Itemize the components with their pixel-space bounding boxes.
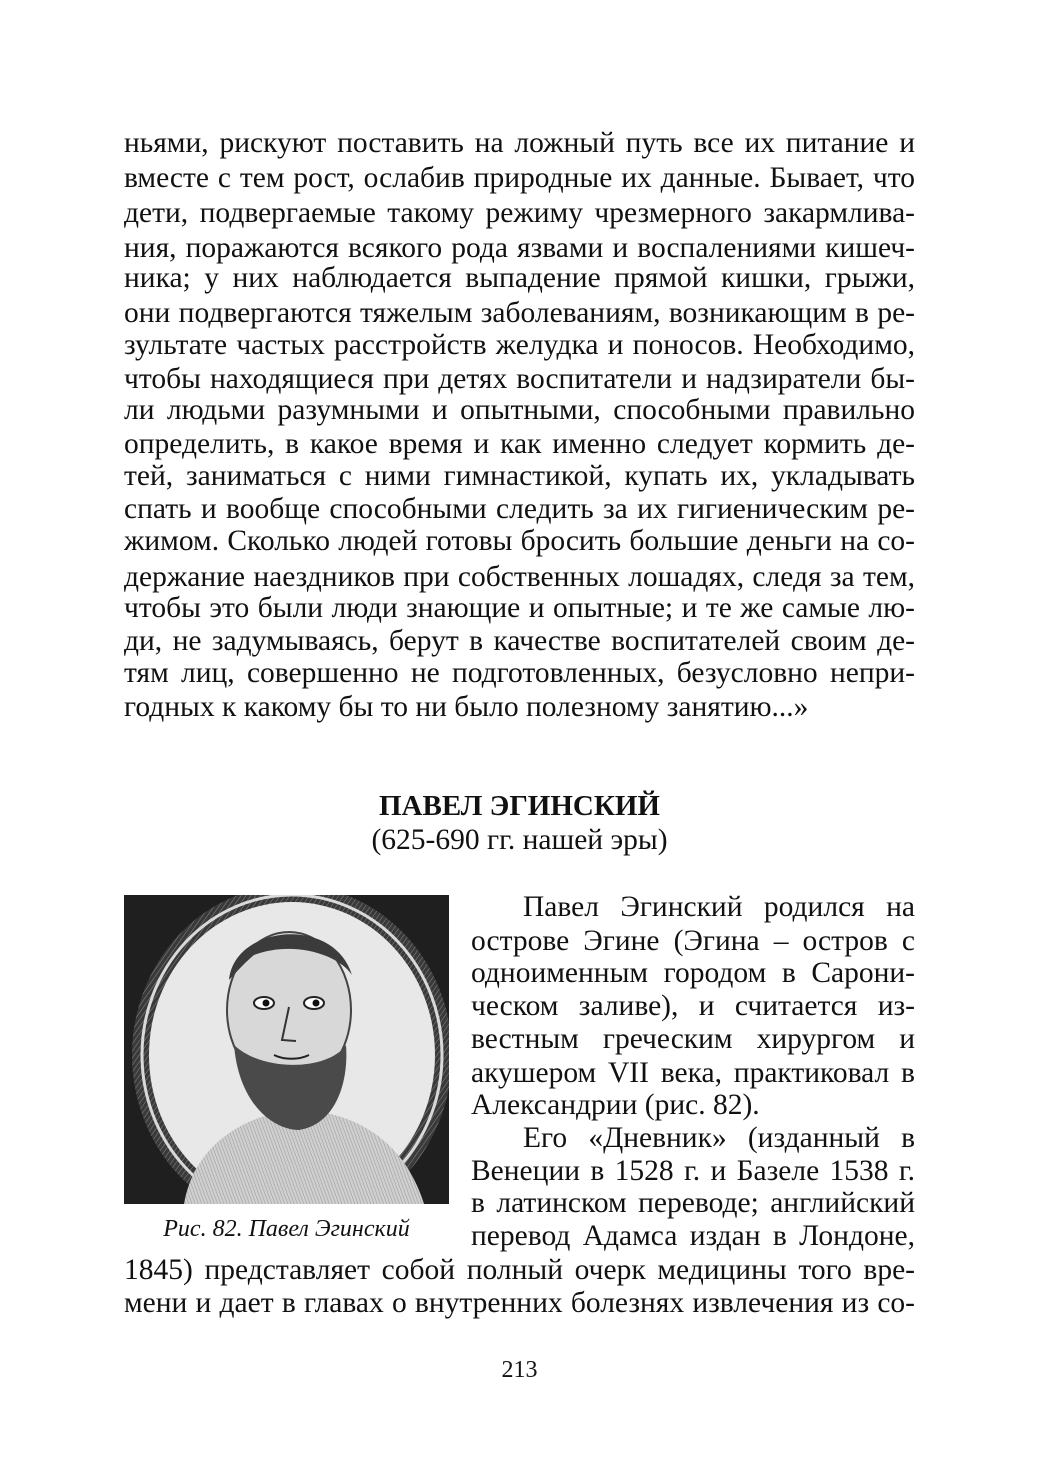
text-line: определить, в какое время и как именно следует кормить де-: [124, 428, 915, 460]
text-line: мени и дает в главах о внутренних болезнях извлечения из со-: [124, 1287, 915, 1319]
text-line: чтобы находящиеся при детях воспитатели и надзиратели бы-: [124, 363, 915, 395]
text-line: зультате частых расстройств желудка и поносов. Необходимо,: [124, 329, 915, 361]
text-line: ньями, рискуют поставить на ложный путь все их питание и: [124, 127, 915, 159]
text-line: держание наездников при собственных лошадях, следя за тем,: [124, 561, 915, 593]
text-line: вместе с тем рост, ослабив природные их данные. Бывает, что: [124, 162, 915, 194]
text-line: ния, поражаются всякого рода язвами и воспалениями кишеч-: [124, 232, 915, 264]
text-line: одноименным городом в Сарони-: [471, 957, 915, 989]
text-line: вестным греческим хирургом и: [471, 1023, 915, 1055]
text-line: ди, не задумываясь, берут в качестве воспитателей своим де-: [124, 625, 915, 657]
text-line: жимом. Сколько людей готовы бросить большие деньги на со-: [124, 525, 915, 557]
text-line: спать и вообще способными следить за их гигиеническим ре-: [124, 493, 915, 525]
text-line: ческом заливе), и считается из-: [471, 990, 915, 1022]
text-line: ли людьми разумными и опытными, способными правильно: [124, 394, 915, 426]
text-line: тям лиц, совершенно не подготовленных, безусловно непри-: [124, 657, 915, 689]
text-line: чтобы это были люди знающие и опытные; и те же самые лю-: [124, 592, 915, 624]
text-line: 1845) представляет собой полный очерк медицины того вре-: [124, 1254, 915, 1286]
portrait-engraving-image: [124, 895, 449, 1204]
text-line: Павел Эгинский родился на: [523, 891, 915, 923]
page-number: 213: [501, 1357, 538, 1383]
text-line: перевод Адамса издан в Лондоне,: [471, 1220, 915, 1252]
text-line: острове Эгине (Эгина – остров с: [471, 925, 915, 957]
text-line: дети, подвергаемые такому режиму чрезмерного закармлива-: [124, 197, 915, 229]
text-line: Венеции в 1528 г. и Базеле 1538 г.: [471, 1155, 915, 1187]
section-title: ПАВЕЛ ЭГИНСКИЙ: [379, 790, 660, 822]
text-line: ника; у них наблюдается выпадение прямой кишки, грыжи,: [124, 262, 915, 294]
text-line: тей, заниматься с ними гимнастикой, купать их, укладывать: [124, 460, 915, 492]
text-line: годных к какому бы то ни было полезному занятию...»: [124, 691, 809, 723]
text-line: Его «Дневник» (изданный в: [523, 1122, 915, 1154]
text-line: они подвергаются тяжелым заболеваниям, возникающим в ре-: [124, 297, 915, 329]
text-line: акушером VII века, практиковал в: [471, 1057, 915, 1089]
text-line: в латинском переводе; английский: [471, 1187, 915, 1219]
figure-caption: Рис. 82. Павел Эгинский: [163, 1216, 410, 1242]
section-subtitle: (625-690 гг. нашей эры): [371, 824, 668, 856]
portrait-figure: [124, 895, 449, 1204]
text-line: Александрии (рис. 82).: [471, 1089, 760, 1121]
